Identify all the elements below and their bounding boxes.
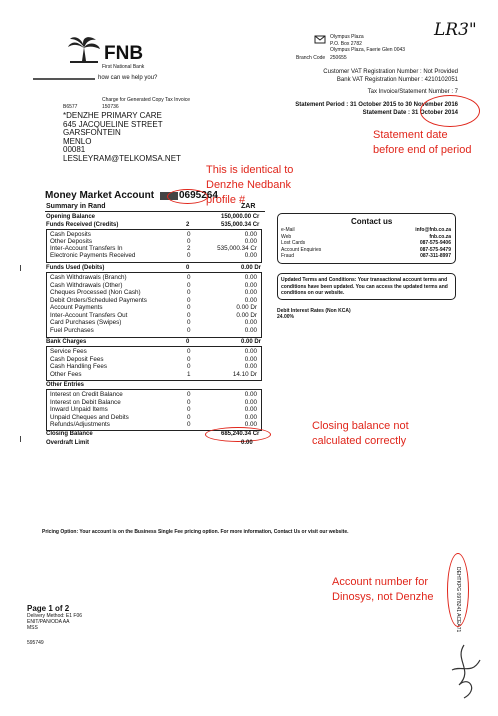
annotation-identical: This is identical to Denzhe Nedbank profile # bbox=[206, 164, 294, 206]
contact-web: Web bbox=[281, 233, 292, 240]
funds-received-count: 2 bbox=[186, 222, 190, 228]
branch-code-label: Branch Code bbox=[296, 55, 326, 61]
contact-web-link[interactable]: fnb.co.za bbox=[429, 233, 451, 240]
closing-label: Closing Balance bbox=[46, 431, 93, 437]
other-entries-box bbox=[46, 389, 262, 431]
bank-charges-header: Bank Charges bbox=[46, 339, 87, 345]
footer-number: 595749 bbox=[27, 640, 44, 646]
vat-info: Customer VAT Registration Number : Not Provided Bank VAT Registration Number : 4210102051 bbox=[323, 69, 458, 83]
contact-fraud: Fraud bbox=[281, 253, 295, 260]
opening-label: Opening Balance bbox=[46, 214, 96, 220]
statement-date: Statement Date : 31 October 2014 bbox=[362, 110, 458, 116]
contact-email-link[interactable]: info@fnb.co.za bbox=[415, 227, 451, 233]
table-row: Electronic Payments Received 0 0.00 bbox=[50, 252, 257, 259]
pricing-option: Pricing Option: Your account is on the Business Single Fee pricing option. For more information, Contact Us or visit our website. bbox=[42, 529, 349, 535]
annotation-statement-date: Statement date before end of period bbox=[373, 129, 472, 156]
contact-labels bbox=[281, 227, 321, 260]
table-row: Cash Handling Fees 0 0.00 bbox=[50, 363, 257, 370]
bank-code: B6577 bbox=[63, 104, 78, 110]
annotation-closing: Closing balance not calculated correctly bbox=[312, 420, 409, 447]
annotation-circle-closing bbox=[205, 427, 271, 442]
bank-charges-count: 0 bbox=[186, 339, 190, 345]
bank-name: FNB bbox=[104, 43, 144, 64]
debit-rates-label: Debit Interest Rates (Non KCA) bbox=[277, 308, 351, 314]
table-row: Debit Orders/Scheduled Payments 0 0.00 bbox=[50, 296, 257, 304]
contact-email: e-Mail bbox=[281, 227, 295, 233]
table-row: Cash Withdrawals (Other) 0 0.00 bbox=[50, 281, 257, 289]
summary-rule bbox=[45, 211, 265, 212]
account-title: Money Market Account bbox=[45, 190, 155, 201]
table-row: Cash Deposits 0 0.00 bbox=[50, 231, 257, 238]
terms-box bbox=[277, 273, 456, 300]
funds-received-amount: 535,000.34 Cr bbox=[221, 222, 260, 228]
divider bbox=[33, 78, 95, 80]
handwritten-reference: LR3" bbox=[434, 20, 477, 40]
funds-received-header: Funds Received (Credits) bbox=[46, 222, 119, 228]
table-row: Other Deposits 0 0.00 bbox=[50, 238, 257, 245]
table-row: Unpaid Cheques and Debits 0 0.00 bbox=[50, 413, 257, 421]
small-header: Charge for Generated Copy Tax Invoice bbox=[102, 97, 191, 103]
table-row: Interest on Credit Balance 0 0.00 bbox=[50, 391, 257, 398]
annotation-circle-vertical bbox=[447, 553, 469, 627]
funds-used-header: Funds Used (Debits) bbox=[46, 265, 105, 271]
vertical-account-code: DEHTKPG 0978241 ACEA71 bbox=[455, 567, 461, 633]
summary-title: Summary in Rand bbox=[46, 203, 106, 210]
footer-meta: Delivery Method: E1 F06 ENIT/PAN/ODA AA MSS bbox=[27, 613, 83, 631]
other-entries-header: Other Entries bbox=[46, 382, 85, 388]
annotation-circle-period bbox=[420, 95, 480, 127]
table-row: Refunds/Adjustments 0 0.00 bbox=[50, 421, 257, 428]
bank-subname: First National Bank bbox=[102, 64, 145, 70]
signature bbox=[444, 640, 484, 700]
bank-code2: 150736 bbox=[102, 104, 119, 110]
contact-enquiries: Account Enquiries bbox=[281, 246, 322, 253]
overdraft-amount: 0.00 bbox=[241, 440, 253, 446]
tax-invoice-number: Tax Invoice/Statement Number : 7 bbox=[367, 89, 458, 95]
terms-text: Updated Terms and Conditions: Your transactional account terms and conditions have been updated. You can access the updated terms and conditions on our website. bbox=[281, 277, 448, 296]
table-row: Inter-Account Transfers Out 0 0.00 Dr bbox=[50, 311, 257, 319]
debit-rates-value: 24.00% bbox=[277, 314, 294, 320]
table-row: Service Fees 0 0.00 bbox=[50, 348, 257, 355]
table-row: Fuel Purchases 0 0.00 bbox=[50, 326, 257, 334]
contact-lost-cards: Lost Cards bbox=[281, 240, 306, 247]
bank-charges-box bbox=[46, 346, 262, 381]
funds-used-amount: 0.00 Dr bbox=[241, 265, 262, 271]
tagline: how can we help you? bbox=[98, 75, 158, 81]
table-row: Card Purchases (Swipes) 0 0.00 bbox=[50, 319, 257, 326]
scan-mark bbox=[20, 265, 21, 271]
customer-address: *DENZHE PRIMARY CARE 645 JACQUELINE STREET GARSFONTEIN MENLO 00081 LESLEYRAM@TELKOMSA.NET bbox=[63, 111, 181, 163]
funds-received-box bbox=[46, 229, 262, 263]
scan-mark bbox=[20, 436, 21, 442]
envelope-icon bbox=[314, 35, 326, 45]
closing-amount: 685,240.34 Cr bbox=[221, 431, 260, 437]
contact-box bbox=[277, 213, 456, 264]
statement-period: Statement Period : 31 October 2015 to 30 November 2016 bbox=[295, 102, 458, 108]
annotation-account-number: Account number for Dinosys, not Denzhe bbox=[332, 576, 434, 603]
annotation-circle-account bbox=[167, 189, 208, 204]
opening-amount: 150,000.00 Cr bbox=[221, 214, 260, 220]
table-row: Other Fees 1 14.10 Dr bbox=[50, 370, 257, 378]
currency: ZAR bbox=[241, 203, 256, 210]
contact-title: Contact us bbox=[351, 217, 393, 226]
funds-used-box bbox=[46, 272, 262, 338]
page-number: Page 1 of 2 bbox=[27, 604, 70, 613]
table-row: Cheques Processed (Non Cash) 0 0.00 bbox=[50, 289, 257, 296]
table-row: Inter-Account Transfers In 2 535,000.34 Cr bbox=[50, 245, 257, 252]
table-row: Cash Deposit Fees 0 0.00 bbox=[50, 355, 257, 363]
table-row: Account Payments 0 0.00 Dr bbox=[50, 304, 257, 311]
table-row: Inward Unpaid Items 0 0.00 bbox=[50, 406, 257, 413]
contact-values: info@fnb.co.za fnb.co.za 087-575-9406 087-575-9479 087-311-8997 bbox=[415, 227, 451, 260]
branch-address: Olympus Plaza P.O. Box 2782 Olympus Plaza, Faerie Glen 0043 bbox=[330, 34, 406, 53]
bank-charges-amount: 0.00 Dr bbox=[241, 339, 262, 345]
funds-used-count: 0 bbox=[186, 265, 190, 271]
account-number: 0695264 bbox=[179, 190, 218, 201]
branch-code: 250655 bbox=[330, 55, 347, 61]
table-row: Cash Withdrawals (Branch) 0 0.00 bbox=[50, 274, 257, 281]
overdraft-label: Overdraft Limit bbox=[46, 440, 90, 446]
table-row: Interest on Debit Balance 0 0.00 bbox=[50, 398, 257, 406]
